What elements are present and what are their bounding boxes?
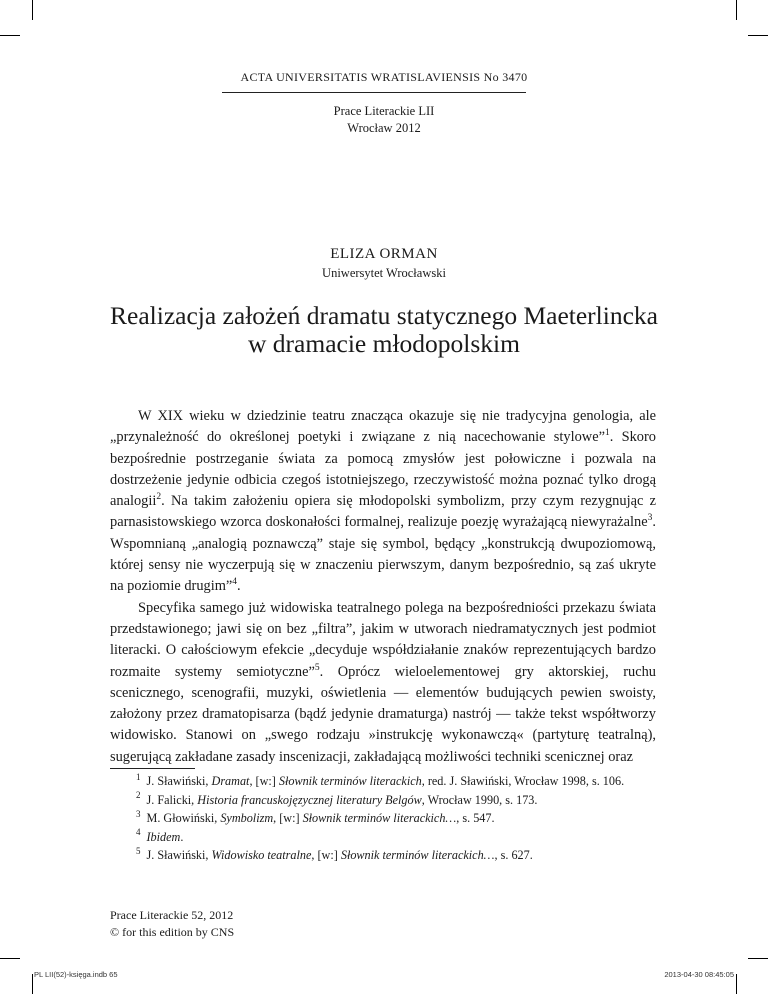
footnote: $^1$ J. Sławiński, Dramat, [w:] Słownik terminów literackich, red. J. Sławiński, Wrocław 1998, s. 106. [136, 771, 625, 788]
footnote-ref: 4 [232, 577, 238, 588]
article-title [100, 302, 668, 358]
footnote-ref: 3 [647, 513, 653, 524]
title-line-1: Realizacja założeń dramatu statycznego Maeterlincka [110, 301, 658, 330]
crop-mark [748, 35, 768, 36]
author-affiliation: Uniwersytet Wrocławski [322, 266, 446, 280]
crop-mark [32, 974, 33, 994]
footnotes [110, 772, 656, 865]
copyright-notice [110, 907, 234, 941]
journal-issue: Prace Literackie LII [333, 104, 435, 118]
footnote-ref: 2 [156, 492, 162, 503]
footnote: $^2$ J. Falicki, Historia francuskojęzycznej literatury Belgów, Wrocław 1990, s. 173. [136, 790, 538, 807]
crop-mark [736, 974, 737, 994]
crop-mark [748, 958, 768, 959]
journal-place-year: Wrocław 2012 [347, 121, 421, 135]
footnote: $^4$ Ibidem. [136, 827, 184, 844]
header-rule [222, 92, 526, 93]
copyright-line-1: Prace Literackie 52, 2012 [110, 908, 234, 922]
author-name: ELIZA ORMAN [330, 246, 438, 262]
footnote-ref: 5 [314, 662, 320, 673]
footnote-rule [110, 768, 195, 769]
print-slug-file: PL LII(52)-księga.indb 65 [34, 970, 118, 979]
copyright-line-2: © for this edition by CNS [110, 925, 235, 939]
footnote-ref: 1 [604, 428, 610, 439]
paragraph-1: W XIX wieku w dziedzinie teatru znacząca okazuje się nie tradycyjna genologia, ale „przynależność do określonej poetyki i związane z nią nacechowanie stylowe”$^1$. Skoro bezpośrednie postrzeganie świata za pomocą zmysłów jest połowiczne i pozwala na dostrzeżenie jedynie odbicia czegoś istotniejszego, rzeczywistość można poznać tylko drogą analogii$^2$. Na takim założeniu opiera się młodopolski symbolizm, przy czym rezygnując z parnasistowskiego wzorca doskonałości formalnej, realizuje poezję wyrażającą niewyrażalne$^3$. Wspomnianą „analogią poznawczą” staje się symbol, będący „konstrukcją dwupoziomową, której sensy nie wyczerpują się w znaczeniu pierwszym, danym bezpośrednio, są zaś ukryte na poziomie drugim”$^4$. [110, 408, 656, 595]
article-body [110, 406, 656, 768]
crop-mark [32, 0, 33, 20]
title-line-2: w dramacie młodopolskim [248, 329, 520, 358]
paragraph-2: Specyfika samego już widowiska teatralnego polega na bezpośredniości przekazu świata przedstawionego; jawi się on bez „filtra”, jakim w utworach niedramatycznych jest podmiot literacki. O całościowym efekcie „decyduje współdziałanie znaków reprezentujących bardzo rozmaite systemy semiotyczne”$^5$. Oprócz wieloelementowej gry aktorskiej, ruchu scenicznego, scenografii, muzyki, oświetlenia — elementów budujących pewien swoisty, założony przez dramatopisarza (bądź jedynie dramaturga) nastrój — także tekst współtworzy widowisko. Stanowi on „swego rodzaju »instrukcję wykonawczą« (partyturę teatralną), sugerującą zakładane zasady inscenizacji, zakładającą możliwości techniki scenicznej oraz [110, 599, 656, 765]
crop-mark [0, 958, 20, 959]
footnote: $^5$ J. Sławiński, Widowisko teatralne, [w:] Słownik terminów literackich…, s. 627. [136, 845, 533, 862]
crop-mark [0, 35, 20, 36]
journal-series: ACTA UNIVERSITATIS WRATISLAVIENSIS No 3470 [240, 70, 528, 84]
footnote: $^3$ M. Głowiński, Symbolizm, [w:] Słownik terminów literackich…, s. 547. [136, 808, 495, 825]
crop-mark [736, 0, 737, 20]
print-slug-date: 2013-04-30 08:45:05 [664, 970, 734, 979]
